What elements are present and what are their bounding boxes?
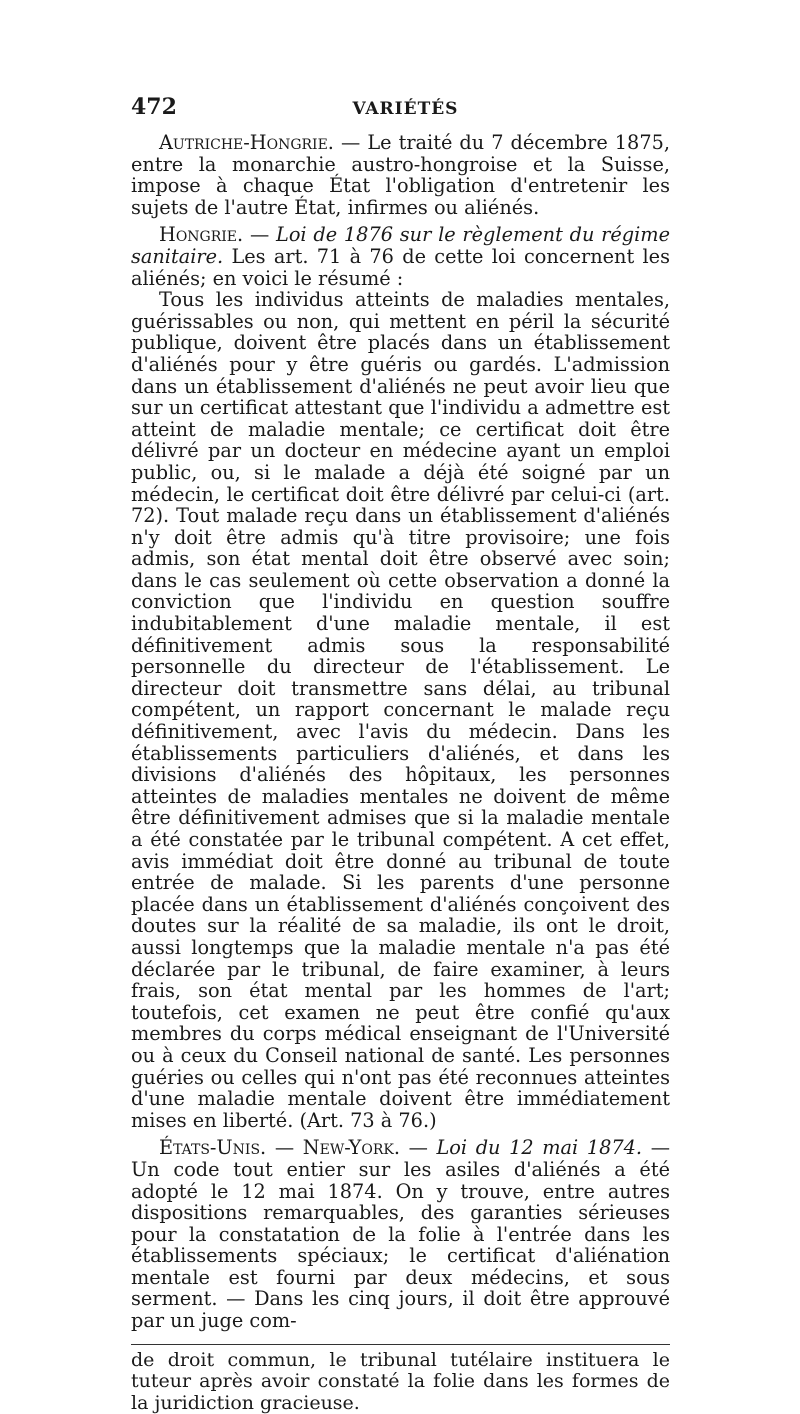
paragraph-text: Le traité du 7 décembre 1875, entre la monarchie austro-hongroise et la Suisse, impose à chaque État l'obligation d'entretenir les sujets de l'autre État, infirmes ou aliénés.	[131, 131, 670, 219]
dash-separator: —	[399, 1136, 437, 1160]
section-head: États-Unis.	[159, 1136, 267, 1160]
paragraph-text: — Un code tout entier sur les asiles d'aliénés a été adopté le 12 mai 1874. On y trouve, entre autres dispositions remarquables, des garanties sérieuses pour la constatation de la folie à l'entrée dans les établissements spéciaux; le certificat d'aliénation mentale est fourni par deux médecins, et sous serment. — Dans les cinq jours, il doit être approuvé par un juge com-	[131, 1136, 670, 1333]
section-subhead: New-York.	[302, 1136, 400, 1160]
paragraph-etats-unis	[131, 1137, 670, 1331]
paragraph-text: Les art. 71 à 76 de cette loi concernent les aliénés; en voici le résumé :	[131, 244, 670, 290]
running-head: VARIÉTÉS	[352, 99, 459, 119]
body-text	[131, 132, 670, 1332]
footnote: de droit commun, le tribunal tutélaire instituera le tuteur après avoir constaté la folie dans les formes de la juridiction gracieuse.	[131, 1348, 670, 1414]
page-number: 472	[131, 94, 177, 120]
paragraph-autriche-hongrie	[131, 132, 670, 218]
dash-separator: —	[333, 131, 368, 154]
law-title: Loi du 12 mai 1874.	[436, 1136, 643, 1160]
dash-separator: —	[266, 1136, 303, 1160]
footnote-rule	[131, 1344, 670, 1345]
paragraph-main: Tous les individus atteints de maladies mentales, guérissables ou non, qui mettent en péril la sécurité publique, doivent être placés dans un établissement d'aliénés pour y être guéris ou gardés. L'admission dans un établissement d'aliénés ne peut avoir lieu que sur un certificat attestant que l'individu a admettre est atteint de maladie mentale; ce certificat doit être délivré par un docteur en médecine ayant un emploi public, ou, si le malade a déjà été soigné par un médecin, le certificat doit être délivré par celui-ci (art. 72). Tout malade reçu dans un établissement d'aliénés n'y doit être admis qu'à titre provisoire; une fois admis, son état mental doit être observé avec soin; dans le cas seulement où cette observation a donné la conviction que l'individu en question souffre indubitablement d'une maladie mentale, il est définitivement admis sous la responsabilité personnelle du directeur de l'établissement. Le directeur doit transmettre sans délai, au tribunal compétent, un rapport concernant le malade reçu définitivement, avec l'avis du médecin. Dans les établissements particuliers d'aliénés, et dans les divisions d'aliénés des hôpitaux, les personnes atteintes de maladies mentales ne doivent de même être définitivement admises que si la maladie mentale a été constatée par le tribunal compétent. A cet effet, avis immédiat doit être donné au tribunal de toute entrée de malade. Si les parents d'une personne placée dans un établissement d'aliénés conçoivent des doutes sur la réalité de sa maladie, ils ont le droit, aussi longtemps que la maladie mentale n'a pas été déclarée par le tribunal, de faire examiner, à leurs frais, son état mental par les hommes de l'art; toutefois, cet examen ne peut être confié qu'aux membres du corps médical enseignant de l'Université ou à ceux du Conseil national de santé. Les personnes guéries ou celles qui n'ont pas été reconnues atteintes d'une maladie mentale doivent être immédiatement mises en liberté. (Art. 73 à 76.)	[131, 288, 670, 1132]
section-head: Autriche-Hongrie.	[159, 131, 334, 154]
law-title: Loi de 1876 sur le règlement du régime sanitaire.	[131, 223, 670, 268]
paragraph-hongrie	[131, 224, 670, 289]
dash-separator: —	[243, 223, 277, 247]
page-header	[131, 94, 670, 130]
section-head: Hongrie.	[159, 223, 244, 247]
